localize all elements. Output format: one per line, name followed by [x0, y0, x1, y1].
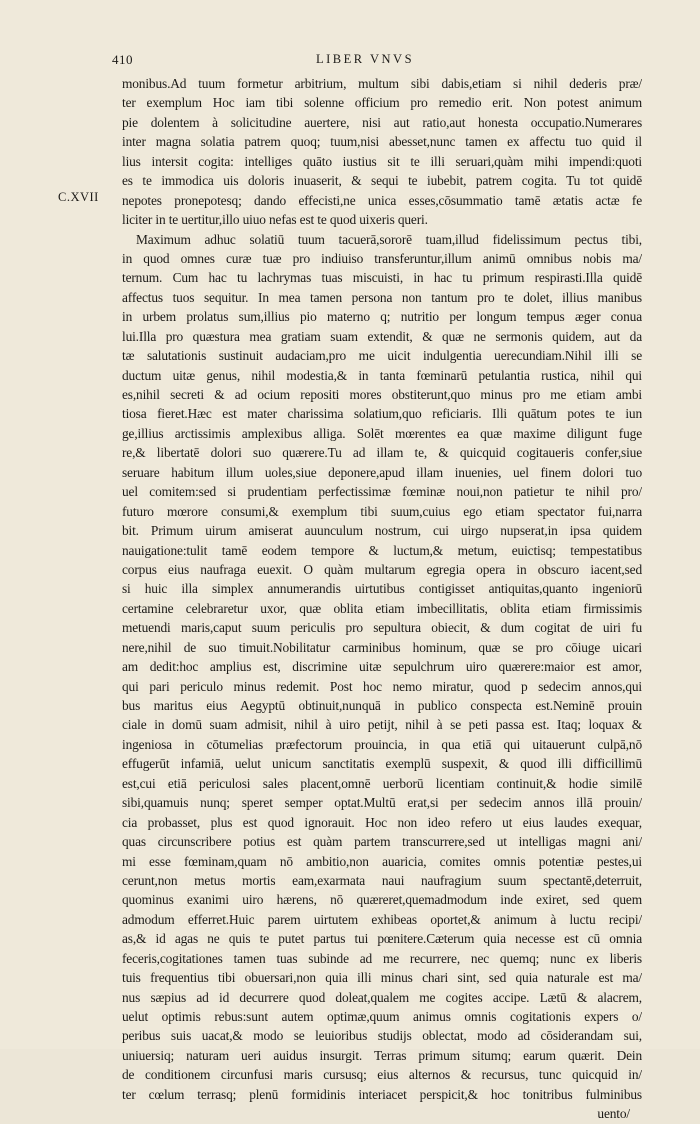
text-line: certamine celebraretur uxor, quæ oblita etiam imbecillitatis, oblita etiam firmissimis — [122, 600, 642, 616]
page-number: 410 — [112, 52, 133, 67]
text-line: uelut optimis rebus:sunt autem optimæ,quum animus omnis cogitationis expers o/ — [122, 1009, 642, 1024]
text-line: admodum efferret.Huic parem uirtutem exhibeas oportet,& animum à luctu recipi/ — [122, 911, 642, 927]
text-line: uel comitem:sed si prudentiam perfectissimæ fœminæ noui,non patietur te nihil pro/ — [122, 484, 642, 500]
text-line: bus maritus eius Aegyptū obtinuit,nunquā in publico conspecta est.Neminē prouin — [122, 698, 642, 713]
text-line: lius intersit cogita: intelliges quāto iustius sit te illi seruari,quàm mihi impendi:quoti — [122, 153, 642, 169]
text-line: nepotes pronepotesq; dando effecisti,ne unica esses,cōsummatio tamē ætatis actæ fe — [122, 192, 642, 208]
text-line: in urbem prolatus sum,illius pio materno q; nutritio per longum tempus æger conua — [122, 309, 642, 325]
text-line: est,cui etiā periculosi sales placent,omnē uerborū licentiam continuit,& hodie similē — [122, 775, 642, 791]
page-header — [0, 52, 700, 70]
text-line: pie dolentem à solicitudine auertere, nisi aut ratio,aut honesta occupatio.Numerares — [122, 114, 642, 130]
text-line: metuendi maris,caput suum periculis pro sepultura obiecit, & dum cogitat de uiri fu — [122, 620, 642, 636]
text-line: effugerūt infamiā, uelut unicum sanctitatis exemplū suspexit, & quod illi difficillimū — [122, 756, 642, 772]
text-line: in quod omnes curæ tuæ pro indiuiso transferuntur,illum animū omnibus nobis ma/ — [122, 250, 642, 266]
text-line: ge,illius arctissimis amplexibus alliga. Solēt mœrentes ea quæ maxime diligunt fuge — [122, 425, 642, 441]
text-line: nus sæpius ad id decurrere quod doleat,qualem me cogites accipe. Lætū & alacrem, — [122, 989, 642, 1005]
text-line: peribus suis uacat,& modo se leuioribus studijs oblectat, modo ad cōsiderandam sui, — [122, 1028, 642, 1044]
text-line: lui.Illa pro quæstura mea gratiam suam extendit, & quæ ne sermonis quidem, aut da — [122, 328, 642, 344]
text-line: ter cœlum terrasq; plenū formidinis interiacet perspicit,& hoc tonitribus fulminibus — [122, 1086, 642, 1102]
body-text — [122, 74, 642, 1124]
text-line: tiosa fieret.Hæc est mater charissima solatium,quo reficiaris. Illi quātum potes te iun — [122, 406, 642, 422]
text-line: ingeniosa in cōtumelias præfectorum prouincia, in qua etiā qui uitauerunt culpā,nō — [122, 736, 642, 752]
text-line: uniuersiq; naturam ueri auidus insurgit. Terras primum situmq; earum quærit. Dein — [122, 1047, 642, 1063]
text-line: nere,nihil de suo timuit.Nobilitatur carminibus hominum, quæ se pro cōiuge uicari — [122, 639, 642, 655]
text-line: cia probasset, plus est quod ignorauit. Hoc non ideo refero ut eius laudes exequar, — [122, 814, 642, 830]
text-line: feceris,cogitationes tamen tuas subinde ad me recurrere, nec quemq; nunc ex liberis — [122, 950, 642, 966]
text-line: qui pari periculo minus redemit. Post hoc nemo miratur, quod p sedecim annos,qui — [122, 678, 642, 694]
text-line: Maximum adhuc solatiū tuum tacuerā,sororē tuam,illud fidelissimum pectus tibi, — [136, 231, 642, 247]
text-line: futuro mœrore consumi,& exemplum tibi suum,cuius ego etiam spectator fui,narra — [122, 503, 642, 519]
text-line: nauigatione:tulit tamē eodem tempore & luctum,& metum, euictisq; tempestatibus — [122, 542, 642, 558]
running-head: LIBER VNVS — [316, 52, 415, 66]
text-line: si huic illa simplex annumerandis uirtutibus contigisset antiquitas,quanto ingeniorū — [122, 581, 642, 597]
text-line: quominus exanimi uiro hærens, nō quæreret,quemadmodum inde exiret, sed quem — [122, 892, 642, 908]
text-line: liciter in te uertitur,illo uiuo nefas est te quod uixeris queri. — [122, 212, 428, 228]
text-line: mi esse fœminam,quam nō ambitio,non auaricia, comites omnis potentiæ pestes,ui — [122, 853, 642, 869]
text-line: affectus tuos sequitur. In mea tamen persona non tantum pro te dolet, illius manibus — [122, 289, 642, 305]
text-line: tæ salutationis sustinuit audaciam,pro me uicit indulgentia uerecundiam.Nihil illi se — [122, 348, 642, 364]
text-line: re,& libertatē dolori suo quærere.Tu ad illam te, & quicquid cogitaueris confer,siue — [122, 445, 642, 461]
text-line: ternum. Cum hac tu lachrymas tuas miscuisti, in hac tu primum respirasti.Illa quidē — [122, 270, 642, 286]
text-line: am dedit:hoc amplius est, discrimine uitæ sepulchrum uiro quærere:maior est amor, — [122, 659, 642, 675]
text-line: ductum uitæ genus, nihil modestia,& in tanta fœminarū petulantia rustica, nihil qui — [122, 367, 642, 383]
chapter-marker: C.XVII — [58, 190, 99, 204]
text-line: cerunt,non metus mortis eam,exarmata naui naufragium suum spectantē,deterruit, — [122, 872, 642, 888]
text-line: ter exemplum Hoc iam tibi solenne officium pro remedio erit. Non potest animum — [122, 95, 642, 111]
text-line: quas circunscribere potius est quàm partem transcurrere,sed ut intelligas magni ani/ — [122, 834, 642, 850]
text-line: inter magna solatia patrem quoq; tuum,nisi abesset,nunc tamen ex affectu tuo quid il — [122, 134, 642, 150]
text-line: bit. Primum uirum amiserat auunculum nostrum, cui uirgo nupserat,in ipsa quidem — [122, 523, 642, 539]
text-line: sibi,quamuis nunq; speret semper optat.Multū erat,si per sedecim annos illā prouin/ — [122, 795, 642, 811]
text-line: tuis frequentius tibi obuersari,non quia illi minus chari sint, sed quia naturale est ma/ — [122, 970, 642, 986]
text-line: seruare habitum illum uoles,siue deponere,apud illam inuenies, uel finem dolori tuo — [122, 464, 642, 480]
text-line: de conditionem circunfusi maris cursusq; eius alternos & recursus, tunc quicquid in/ — [122, 1067, 642, 1083]
text-line: uento/ — [597, 1106, 630, 1122]
text-line: as,& id agas ne quis te putet partus tui pœnitere.Cæterum quia necesse est cū omnia — [122, 931, 642, 947]
text-line: corpus eius naufraga euexit. O quàm multarum egregia opera in obscuro iacent,sed — [122, 561, 642, 577]
text-line: es te immodica uis doloris inuaserit, & sequi te iubebit, patrem cogita. Tu tot quidē — [122, 173, 642, 189]
text-line: monibus.Ad tuum formetur arbitrium, multum sibi dabis,etiam si nihil dederis præ/ — [122, 76, 642, 91]
text-line: ciale in domū suam admisit, nihil à uiro petijt, nihil à se peti passa est. Itaq; loquax & — [122, 717, 642, 733]
text-line: es,nihil secreti & ad ocium repositi mores obstiterunt,quo minus pro me etiam ambi — [122, 387, 642, 402]
